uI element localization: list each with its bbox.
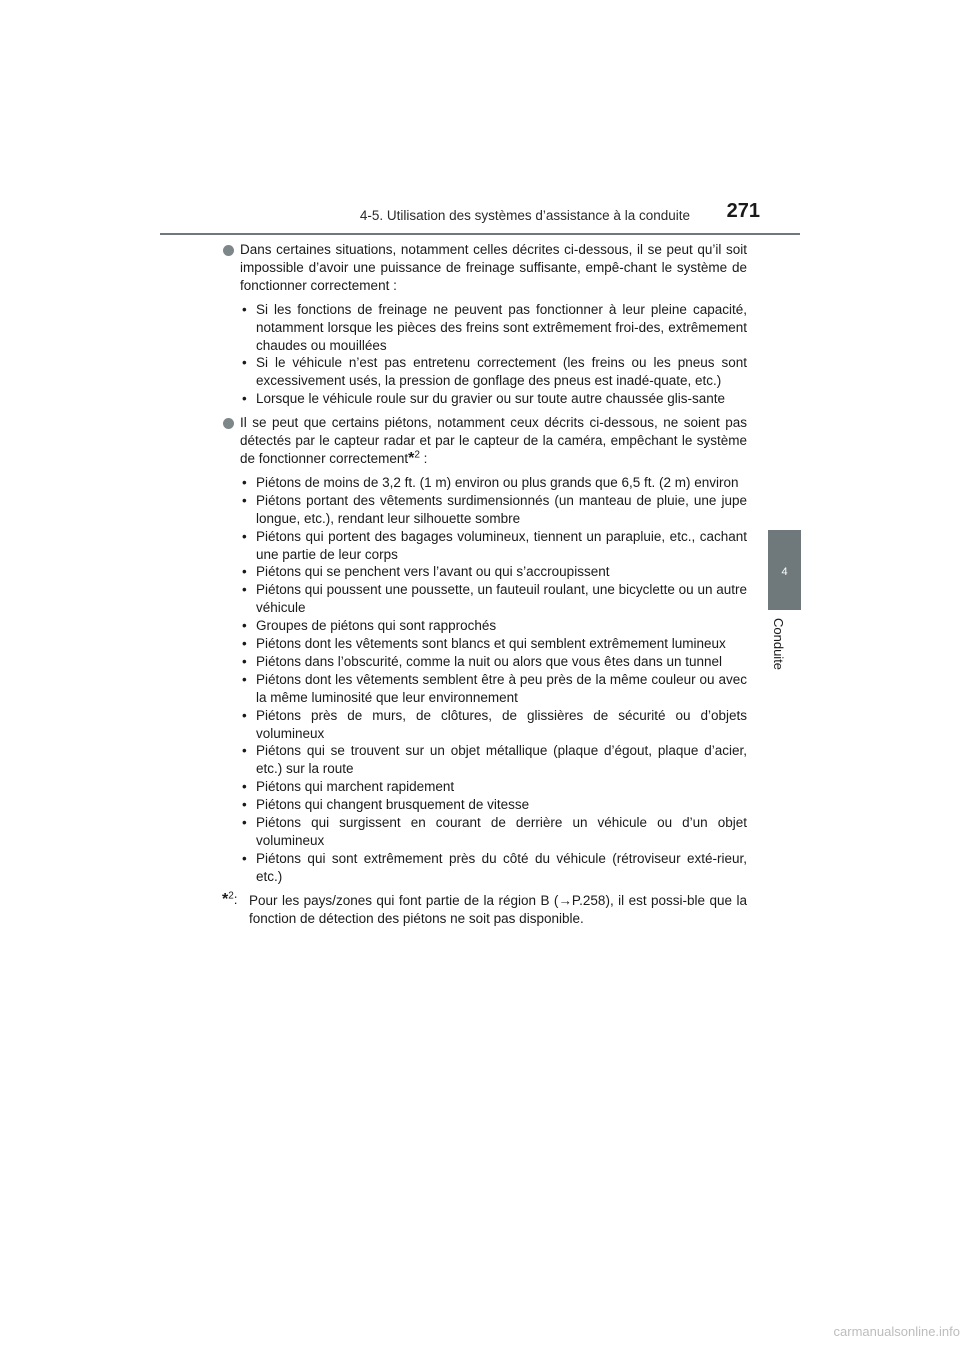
bullet-icon: • [242,391,247,407]
bullet-icon: • [242,797,247,813]
page-header [0,0,960,240]
chapter-label [772,618,800,688]
footnote-star: * [222,890,229,908]
chapter-tab [768,530,801,610]
bullet-icon: • [242,492,247,508]
bullet-icon: • [242,528,247,544]
bullet-dot-icon [223,245,234,256]
bullet-icon: • [242,636,247,652]
footnote-colon: : [233,891,238,907]
footnote-marker [222,891,238,909]
footnote-text: Pour les pays/zones qui font partie de la région B (→P.258), il est possi-ble que la fonction de détection des piétons ne soit pas disponible. [249,892,747,926]
bullet-icon: • [242,301,247,317]
list-item: • Piétons qui changent brusquement de vitesse [242,797,530,813]
paragraph-braking-text: Dans certaines situations, notamment celles décrites ci-dessous, il se peut qu’il soit impossible d’avoir une puissance de freinage suffisante, empê-chant le système de fonctionner correctement : [240,242,747,293]
chapter-number: 4 [781,566,788,578]
pedestrian-conditions-list [240,474,747,886]
paragraph-pedestrians-text: Il se peut que certains piétons, notamment ceux décrits ci-dessous, ne soient pas détectés par le capteur radar et par le capteur de la caméra, empêchant le système de fonctionner correctement [240,415,747,466]
section-title: 4-5. Utilisation des systèmes d’assistance à la conduite [359,208,690,223]
list-item: • Piétons près de murs, de clôtures, de glissières de sécurité ou d’objets volumineux [242,707,747,741]
footnote [223,892,747,928]
list-item: • Piétons dont les vêtements sont blancs et qui semblent extrêmement lumineux [242,636,726,652]
bullet-icon: • [242,671,247,687]
list-item: • Si les fonctions de freinage ne peuvent pas fonctionner à leur pleine capacité, notamment lorsque les pièces des freins sont extrêmement froi-des, extrêmement chaudes ou mouillées [242,301,747,353]
bullet-icon: • [242,474,247,490]
bullet-icon: • [242,707,247,723]
bullet-icon: • [242,618,247,634]
list-item: • Lorsque le véhicule roule sur du gravier ou sur toute autre chaussée glis-sante [242,391,726,407]
list-item: • Piétons qui sont extrêmement près du côté du véhicule (rétroviseur exté-rieur, etc.) [242,850,747,884]
paragraph-pedestrians: Il se peut que certains piétons, notamment ceux décrits ci-dessous, ne soient pas détectés par le capteur radar et par le capteur de la caméra, empêchant le système de fonctionner correctement*$^2$ : [223,414,747,468]
list-item: • Piétons dont les vêtements semblent être à peu près de la même couleur ou avec la même luminosité que leur environnement [242,671,747,705]
list-item: • Piétons qui portent des bagages volumineux, tiennent un parapluie, etc., cachant une partie de leur corps [242,528,747,562]
bullet-dot-icon [223,418,234,429]
bullet-icon: • [242,355,247,371]
chapter-label-text: Conduite [771,618,786,671]
bullet-icon: • [242,743,247,759]
page-content [223,241,747,928]
paragraph-braking [223,241,747,295]
bullet-icon: • [242,564,247,580]
list-item: • Piétons qui se trouvent sur un objet métallique (plaque d’égout, plaque d’acier, etc.) sur la route [242,743,747,777]
list-item: • Piétons de moins de 3,2 ft. (1 m) environ ou plus grands que 6,5 ft. (2 m) environ [242,474,739,490]
list-item: • Si le véhicule n’est pas entretenu correctement (les freins ou les pneus sont excessivement usés, la pression de gonflage des pneus est inadé-quate, etc.) [242,355,747,389]
list-item: • Piétons portant des vêtements surdimensionnés (un manteau de pluie, une jupe longue, etc.), rendant leur silhouette sombre [242,492,747,526]
bullet-icon: • [242,582,247,598]
footnote-ref: 2 [414,449,420,461]
list-item: • Piétons qui poussent une poussette, un fauteuil roulant, une bicyclette ou un autre véhicule [242,582,747,616]
braking-conditions-list [240,301,747,408]
list-item: • Piétons dans l’obscurité, comme la nuit ou alors que vous êtes dans un tunnel [242,653,723,669]
bullet-icon: • [242,815,247,831]
bullet-icon: • [242,779,247,795]
footnote-number: 2 [228,890,234,902]
list-item: • Piétons qui marchent rapidement [242,779,455,795]
footnote-star: * [408,449,415,467]
list-item: • Groupes de piétons qui sont rapprochés [242,618,497,634]
bullet-icon: • [242,850,247,866]
list-item: • Piétons qui surgissent en courant de derrière un véhicule ou d’un objet volumineux [242,815,747,848]
list-item: • Piétons qui se penchent vers l’avant ou qui s’accroupissent [242,564,610,580]
bullet-icon: • [242,653,247,669]
page-number: 271 [726,200,760,222]
header-rule [160,233,800,235]
watermark: carmanualsonline.info [833,1324,960,1339]
